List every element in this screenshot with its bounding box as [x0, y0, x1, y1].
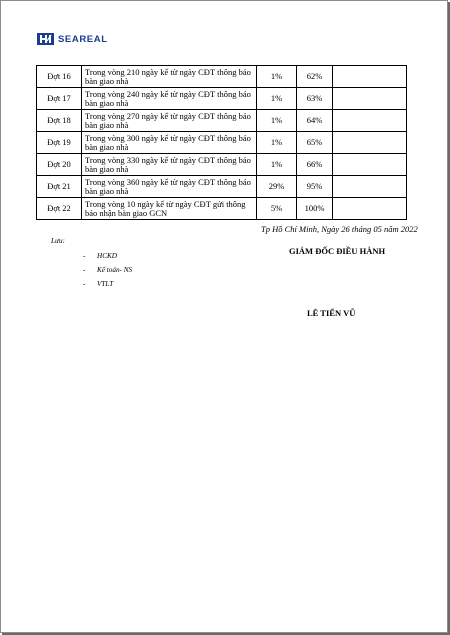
table-row	[37, 176, 407, 198]
percent-cell: 1%	[257, 110, 297, 132]
table-row	[37, 154, 407, 176]
percent-cell: 1%	[257, 154, 297, 176]
empty-cell	[333, 132, 407, 154]
recipients-header: Lưu:	[51, 237, 65, 245]
table-row	[37, 88, 407, 110]
description-cell: Trong vòng 300 ngày kể từ ngày CĐT thông báo bàn giao nhà	[82, 132, 257, 154]
recipient-item: - Kế toán- NS	[83, 266, 133, 274]
table-row	[37, 110, 407, 132]
empty-cell	[333, 176, 407, 198]
percent-cell: 29%	[257, 176, 297, 198]
table-row	[37, 198, 407, 220]
percent-cell: 1%	[257, 88, 297, 110]
stage-cell: Đợt 18	[37, 110, 82, 132]
searealestate-mark-icon	[37, 32, 55, 46]
stage-cell: Đợt 21	[37, 176, 82, 198]
recipient-item: - VTLT	[83, 280, 114, 288]
empty-cell	[333, 110, 407, 132]
recipients-block	[51, 237, 132, 291]
table-row	[37, 66, 407, 88]
description-cell: Trong vòng 270 ngày kể từ ngày CĐT thông báo bàn giao nhà	[82, 110, 257, 132]
place-date: Tp Hồ Chí Minh, Ngày 26 tháng 05 năm 2022	[261, 224, 418, 234]
stage-cell: Đợt 19	[37, 132, 82, 154]
cumulative-cell: 100%	[297, 198, 333, 220]
stage-cell: Đợt 22	[37, 198, 82, 220]
empty-cell	[333, 88, 407, 110]
description-cell: Trong vòng 240 ngày kể từ ngày CĐT thông báo bàn giao nhà	[82, 88, 257, 110]
table-row	[37, 132, 407, 154]
percent-cell: 1%	[257, 132, 297, 154]
description-cell: Trong vòng 210 ngày kể từ ngày CĐT thông báo bàn giao nhà	[82, 66, 257, 88]
empty-cell	[333, 154, 407, 176]
stage-cell: Đợt 16	[37, 66, 82, 88]
empty-cell	[333, 66, 407, 88]
percent-cell: 1%	[257, 66, 297, 88]
cumulative-cell: 65%	[297, 132, 333, 154]
cumulative-cell: 64%	[297, 110, 333, 132]
cumulative-cell: 66%	[297, 154, 333, 176]
recipient-item: - HCKD	[83, 252, 117, 260]
signer-title: GIÁM ĐỐC ĐIỀU HÀNH	[289, 246, 386, 256]
stage-cell: Đợt 17	[37, 88, 82, 110]
description-cell: Trong vòng 360 ngày kể từ ngày CĐT thông báo bàn giao nhà	[82, 176, 257, 198]
logo-text: SEAREAL	[58, 33, 108, 45]
cumulative-cell: 63%	[297, 88, 333, 110]
description-cell: Trong vòng 330 ngày kể từ ngày CĐT thông báo bàn giao nhà	[82, 154, 257, 176]
signer-name: LÊ TIẾN VŨ	[307, 308, 356, 318]
payment-schedule-table	[36, 65, 407, 220]
description-cell: Trong vòng 10 ngày kể từ ngày CĐT gửi thông báo nhận bàn giao GCN	[82, 198, 257, 220]
empty-cell	[333, 198, 407, 220]
cumulative-cell: 95%	[297, 176, 333, 198]
percent-cell: 5%	[257, 198, 297, 220]
company-logo	[37, 32, 108, 46]
cumulative-cell: 62%	[297, 66, 333, 88]
stage-cell: Đợt 20	[37, 154, 82, 176]
